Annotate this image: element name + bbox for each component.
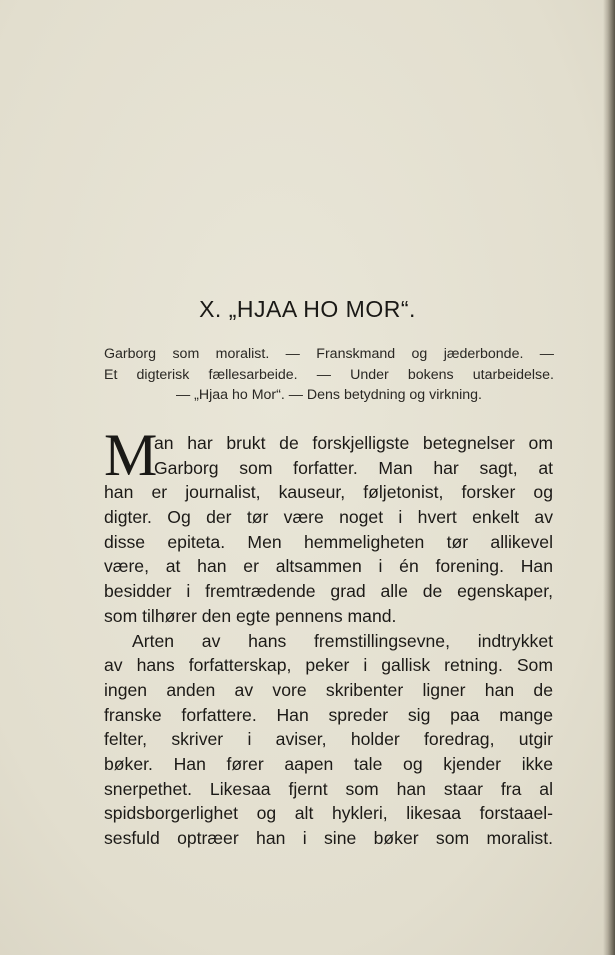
paragraph-line: sesfuld optræer han i sine bøker som moralist. bbox=[104, 828, 553, 848]
page-edge-shadow bbox=[603, 0, 615, 955]
paragraph-line: spidsborgerlighet og alt hykleri, likesaa forstaael- bbox=[104, 803, 553, 824]
paragraph-line: digter. Og der tør være noget i hvert enkelt av bbox=[104, 507, 553, 528]
paragraph-line: av hans forfatterskap, peker i gallisk retning. Som bbox=[104, 655, 553, 676]
chapter-summary bbox=[104, 344, 554, 406]
paragraph-line: ingen anden av vore skribenter ligner han de bbox=[104, 679, 553, 700]
paragraph-line: felter, skriver i aviser, holder foredrag, utgir bbox=[104, 729, 553, 750]
paragraph-line: franske forfattere. Han spreder sig paa mange bbox=[104, 704, 553, 725]
summary-line: Et digterisk fællesarbeide. — Under bokens utarbeidelse. bbox=[104, 366, 554, 383]
paragraph-line: Garborg som forfatter. Man har sagt, at bbox=[154, 457, 553, 478]
body-text bbox=[104, 431, 553, 851]
paragraph-line: disse epiteta. Men hemmeligheten tør allikevel bbox=[104, 531, 553, 552]
chapter-heading: X. „HJAA HO MOR“. bbox=[199, 296, 416, 322]
paragraph-line: han er journalist, kauseur, føljetonist, forsker og bbox=[104, 482, 553, 503]
paragraph-line: bøker. Han fører aapen tale og kjender ikke bbox=[104, 753, 553, 774]
paragraph-line: være, at han er altsammen i én forening. Han bbox=[104, 556, 553, 577]
paragraph-line: an har brukt de forskjelligste betegnelser om bbox=[154, 433, 553, 453]
summary-line: — „Hjaa ho Mor“. — Dens betydning og virkning. bbox=[176, 387, 482, 403]
paragraph-line: besidder i fremtrædende grad alle de egenskaper, bbox=[104, 581, 553, 602]
paragraph-line: Arten av hans fremstillingsevne, indtrykket bbox=[132, 630, 553, 651]
paragraph-line: snerpethet. Likesaa fjernt som han staar fra al bbox=[104, 778, 553, 799]
summary-line: Garborg som moralist. — Franskmand og jæderbonde. — bbox=[104, 346, 554, 362]
drop-cap: M bbox=[104, 422, 158, 488]
paragraph-line: som tilhører den egte pennens mand. bbox=[104, 605, 397, 626]
